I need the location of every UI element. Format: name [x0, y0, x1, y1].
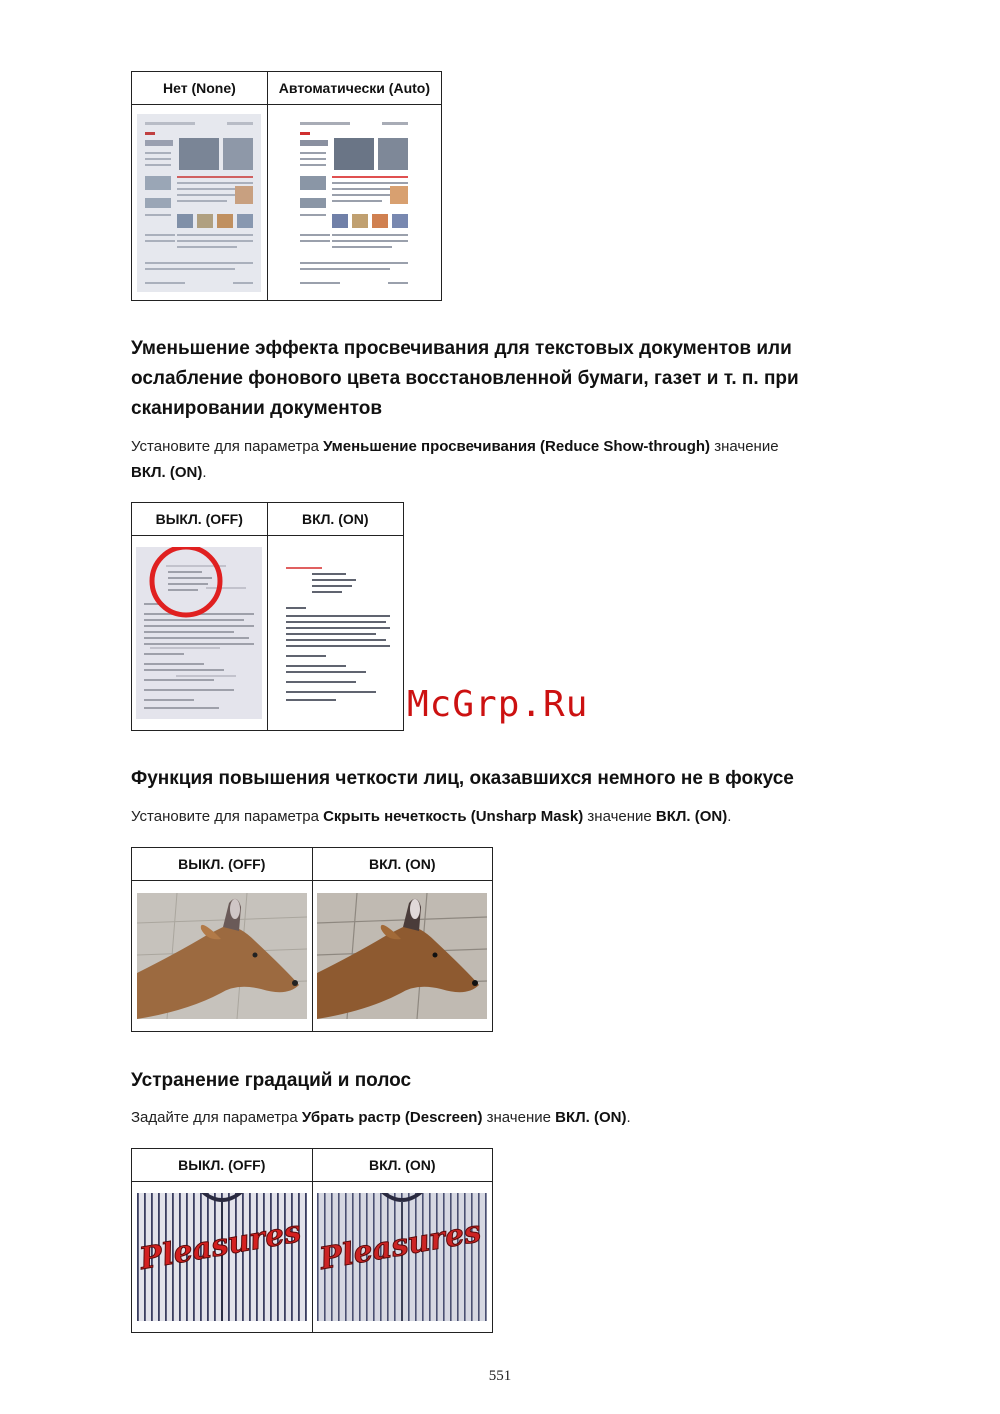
header-on: ВКЛ. (ON) [312, 1149, 493, 1182]
show-through-comparison-table [131, 502, 404, 731]
jersey-photo-off [137, 1193, 307, 1321]
unsharp-comparison-table [131, 847, 493, 1032]
header-auto: Автоматически (Auto) [267, 72, 441, 105]
header-off: ВЫКЛ. (OFF) [132, 503, 268, 536]
section-title-descreen: Устранение градаций и полос [131, 1070, 412, 1091]
sample-unsharp-on-image [312, 881, 493, 1032]
deer-photo-on [317, 893, 487, 1019]
sample-unsharp-off-image [132, 881, 313, 1032]
header-off: ВЫКЛ. (OFF) [132, 1149, 313, 1182]
text-document-on-thumbnail [272, 547, 398, 719]
sample-auto-image [267, 105, 441, 301]
sample-none-image [132, 105, 268, 301]
page-number: 551 [488, 1368, 512, 1384]
paragraph-unsharp: Установите для параметра Скрыть нечеткость (Unsharp Mask) значение ВКЛ. (ON). [131, 808, 732, 825]
header-on: ВКЛ. (ON) [267, 503, 403, 536]
deer-photo-off [137, 893, 307, 1019]
header-off: ВЫКЛ. (OFF) [132, 848, 313, 881]
jersey-photo-on [317, 1193, 487, 1321]
paragraph-descreen: Задайте для параметра Убрать растр (Descreen) значение ВКЛ. (ON). [131, 1109, 631, 1126]
watermark-text: McGrp.Ru [407, 684, 589, 725]
descreen-comparison-table [131, 1148, 493, 1333]
section-title-show-through: Уменьшение эффекта просвечивания для текстовых документов или ослабление фонового цвета восстановленной бумаги, газет и т. п. при сканировании документов [131, 338, 799, 419]
section-title-unsharp: Функция повышения четкости лиц, оказавшихся немного не в фокусе [131, 768, 794, 789]
jersey-lettering: Pleasures [317, 1214, 484, 1278]
sample-descreen-off-image [132, 1182, 313, 1333]
header-none: Нет (None) [132, 72, 268, 105]
paragraph-show-through: Установите для параметра Уменьшение просвечивания (Reduce Show-through) значение ВКЛ. (ON). [131, 438, 779, 481]
catalog-page-none-thumbnail [137, 114, 261, 292]
color-mode-comparison-table [131, 71, 442, 301]
jersey-lettering: Pleasures [136, 1214, 304, 1278]
header-on: ВКЛ. (ON) [312, 848, 493, 881]
text-document-off-thumbnail [136, 547, 262, 719]
catalog-page-auto-thumbnail [292, 114, 416, 292]
sample-show-through-on-image [267, 536, 403, 731]
sample-descreen-on-image [312, 1182, 493, 1333]
sample-show-through-off-image [132, 536, 268, 731]
